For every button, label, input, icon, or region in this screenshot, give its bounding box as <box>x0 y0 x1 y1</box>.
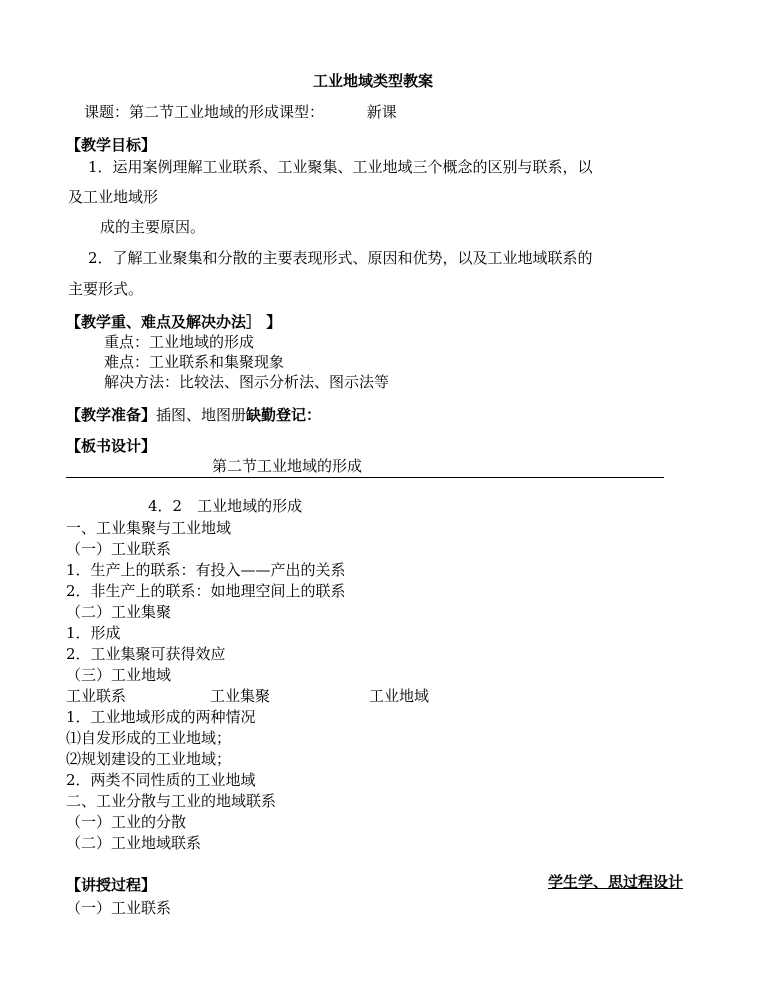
board-line: 二、工业分散与工业的地域联系 <box>66 792 277 810</box>
objective-2b: 主要形式。 <box>68 280 144 298</box>
board-line: 1．生产上的联系：有投入——产出的关系 <box>66 561 346 579</box>
board-line: （二）工业地域联系 <box>66 834 202 852</box>
board-line: （三）工业地域 <box>66 666 172 684</box>
focus-point: 重点：工业地域的形成 <box>104 333 255 351</box>
preparation-content: 插图、地图册 <box>156 406 247 424</box>
subject-line <box>84 105 397 120</box>
board-line: （二）工业集聚 <box>66 603 172 621</box>
board-line: 一、工业集聚与工业地域 <box>66 519 232 537</box>
board-line: 2．非生产上的联系：如地理空间上的联系 <box>66 582 346 600</box>
lesson-type: 新课 <box>366 103 397 121</box>
process-first-item: （一）工业联系 <box>66 899 172 917</box>
board-heading: 【板书设计】 <box>66 437 157 455</box>
document-title: 工业地域类型教案 <box>313 72 434 90</box>
objective-2a: 2．了解工业聚集和分散的主要表现形式、原因和优势，以及工业地域联系的 <box>88 249 593 267</box>
board-line: （一）工业联系 <box>66 540 172 558</box>
objective-1c: 成的主要原因。 <box>100 218 206 236</box>
key-points-heading: 【教学重、难点及解决办法］ 】 <box>66 313 282 331</box>
objective-1b: 及工业地域形 <box>68 188 159 206</box>
board-line: 1．形成 <box>66 624 121 642</box>
absence-record: 缺勤登记： <box>246 406 322 424</box>
solution-method: 解决方法：比较法、图示分析法、图示法等 <box>104 373 390 391</box>
objective-1a: 1．运用案例理解工业联系、工业聚集、工业地域三个概念的区别与联系，以 <box>88 158 593 176</box>
flow-item-agglomeration: 工业集聚 <box>210 687 271 705</box>
board-line: 2．两类不同性质的工业地域 <box>66 771 256 789</box>
flow-item-region: 工业地域 <box>369 687 430 705</box>
board-line: 2．工业集聚可获得效应 <box>66 645 226 663</box>
board-divider <box>66 477 664 478</box>
subject-text: 课题：第二节工业地域的形成课型： <box>84 103 325 121</box>
board-line: 1．工业地域形成的两种情况 <box>66 708 256 726</box>
objectives-heading: 【教学目标】 <box>66 136 157 154</box>
preparation-line <box>66 408 321 423</box>
board-line: （一）工业的分散 <box>66 813 187 831</box>
board-subtitle: 4．2 工业地域的形成 <box>148 497 303 515</box>
process-heading: 【讲授过程】 <box>66 876 157 894</box>
board-section-title: 第二节工业地域的形成 <box>212 457 363 475</box>
board-line: ⑵规划建设的工业地域； <box>66 750 232 768</box>
preparation-heading: 【教学准备】 <box>66 406 157 424</box>
difficulty-point: 难点：工业联系和集聚现象 <box>104 353 285 371</box>
student-process-heading: 学生学、思过程设计 <box>548 873 684 891</box>
board-line: ⑴自发形成的工业地域； <box>66 729 232 747</box>
flow-item-linkage: 工业联系 <box>66 687 127 705</box>
